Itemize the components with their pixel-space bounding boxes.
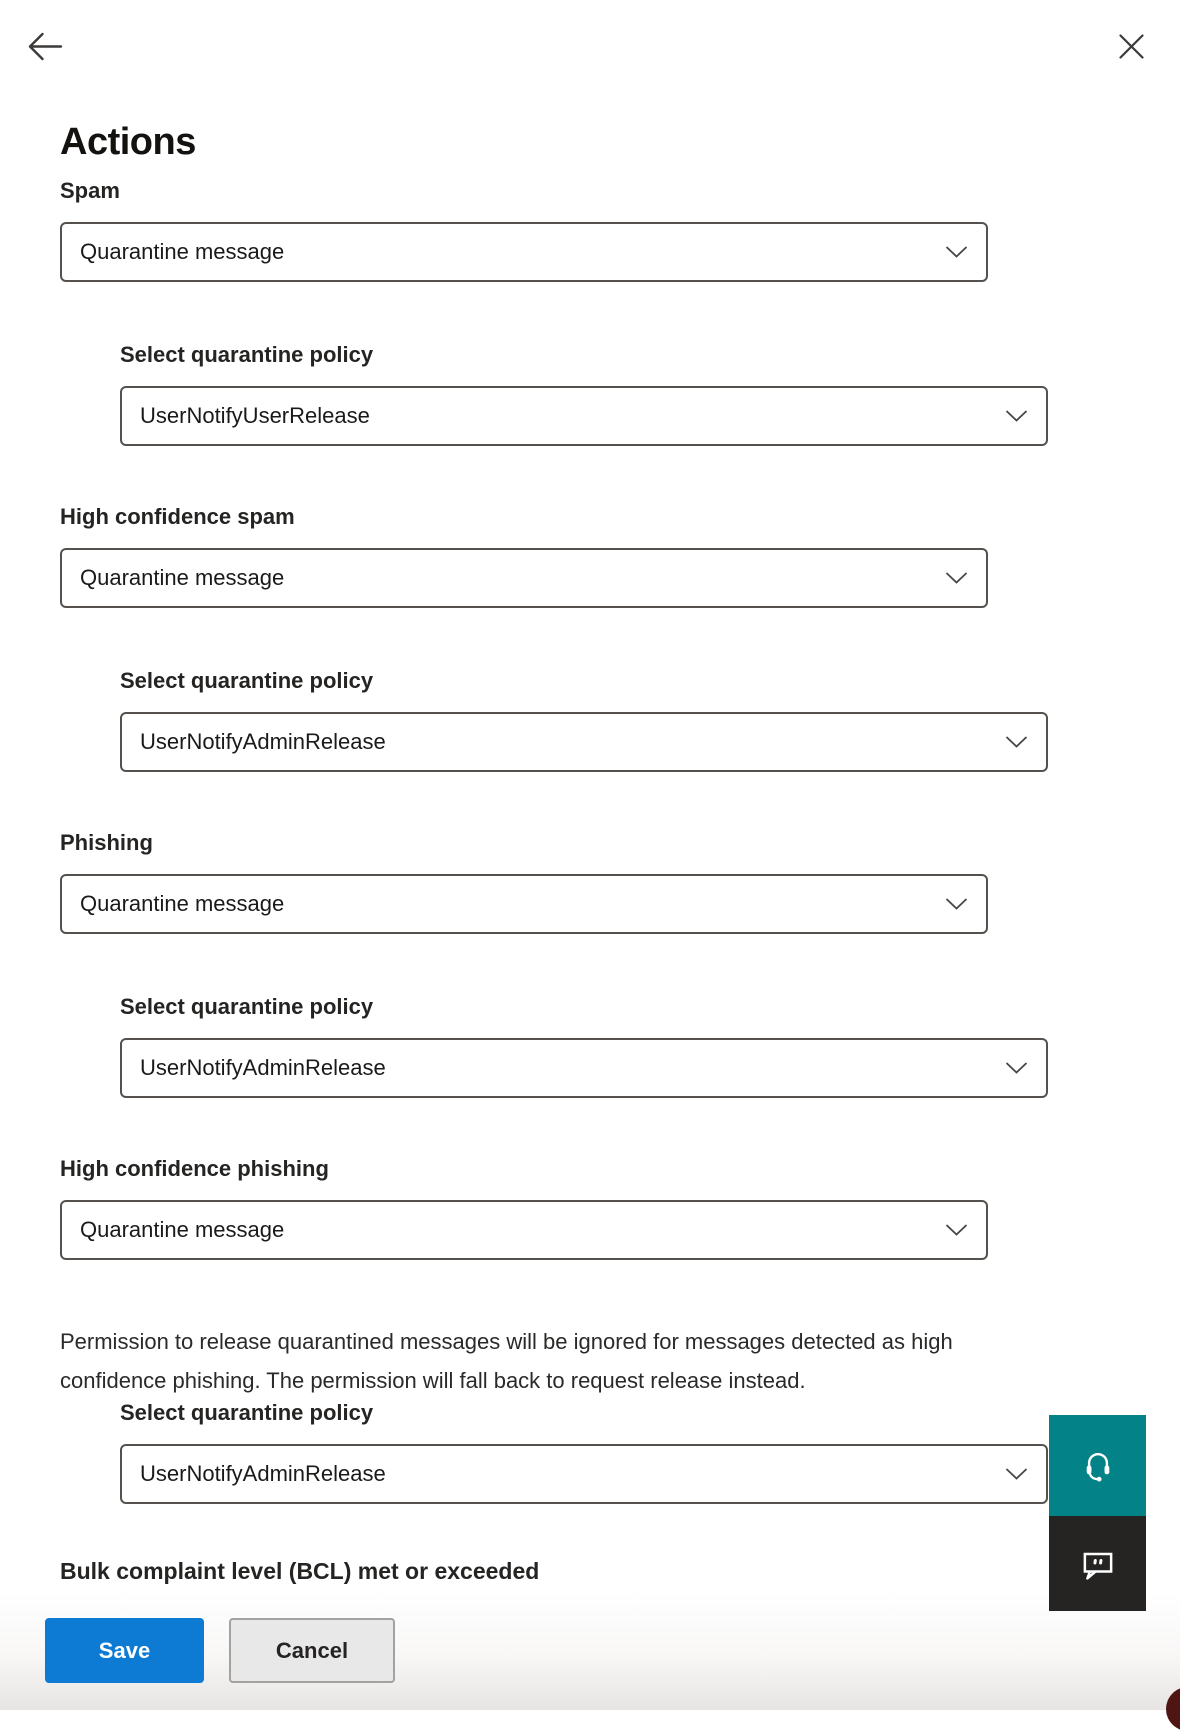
spam-policy-value: UserNotifyUserRelease — [140, 403, 370, 428]
support-widget-button[interactable] — [1049, 1415, 1146, 1516]
close-button[interactable] — [1118, 33, 1145, 60]
cancel-button[interactable]: Cancel — [229, 1618, 395, 1683]
back-button[interactable] — [27, 31, 63, 62]
bulk-complaint-label-clip — [60, 1558, 820, 1589]
chevron-down-icon — [945, 1224, 968, 1237]
high-confidence-phishing-note: Permission to release quarantined messages will be ignored for messages detected as high confidence phishing. The permission will fall back to request release instead. — [60, 1329, 953, 1393]
phishing-action-dropdown[interactable] — [60, 874, 988, 934]
high-confidence-spam-policy-dropdown[interactable] — [120, 712, 1048, 772]
chevron-down-icon — [1005, 1062, 1028, 1075]
high-confidence-spam-action-dropdown[interactable] — [60, 548, 988, 608]
high-confidence-phishing-policy-value: UserNotifyAdminRelease — [140, 1461, 386, 1486]
high-confidence-spam-policy-label: Select quarantine policy — [120, 668, 374, 693]
spam-section-label: Spam — [60, 178, 120, 203]
phishing-policy-dropdown[interactable] — [120, 1038, 1048, 1098]
phishing-action-value: Quarantine message — [80, 891, 285, 916]
spam-policy-dropdown[interactable] — [120, 386, 1048, 446]
chevron-down-icon — [1005, 1468, 1028, 1481]
spam-policy-label: Select quarantine policy — [120, 342, 374, 367]
high-confidence-spam-policy-value: UserNotifyAdminRelease — [140, 729, 386, 754]
chevron-down-icon — [1005, 410, 1028, 423]
high-confidence-phishing-action-value: Quarantine message — [80, 1217, 285, 1242]
headset-icon — [1079, 1447, 1117, 1485]
phishing-policy-label: Select quarantine policy — [120, 994, 374, 1019]
spam-action-value: Quarantine message — [80, 239, 285, 264]
phishing-policy-value: UserNotifyAdminRelease — [140, 1055, 386, 1080]
chat-icon — [1078, 1544, 1118, 1584]
phishing-section-label: Phishing — [60, 830, 153, 855]
page-title: Actions — [60, 121, 196, 164]
high-confidence-spam-action-value: Quarantine message — [80, 565, 285, 590]
high-confidence-phishing-section-label: High confidence phishing — [60, 1156, 329, 1181]
high-confidence-phishing-policy-label: Select quarantine policy — [120, 1400, 374, 1425]
bulk-complaint-section-label: Bulk complaint level (BCL) met or exceeded — [60, 1558, 540, 1584]
high-confidence-phishing-policy-dropdown[interactable] — [120, 1444, 1048, 1504]
high-confidence-phishing-action-dropdown[interactable] — [60, 1200, 988, 1260]
spam-action-dropdown[interactable] — [60, 222, 988, 282]
high-confidence-spam-section-label: High confidence spam — [60, 504, 295, 529]
chevron-down-icon — [1005, 736, 1028, 749]
feedback-widget-button[interactable] — [1049, 1516, 1146, 1611]
back-arrow-icon — [27, 50, 63, 65]
save-button[interactable]: Save — [45, 1618, 204, 1683]
chevron-down-icon — [945, 246, 968, 259]
close-icon — [1118, 48, 1145, 63]
chevron-down-icon — [945, 572, 968, 585]
chevron-down-icon — [945, 898, 968, 911]
